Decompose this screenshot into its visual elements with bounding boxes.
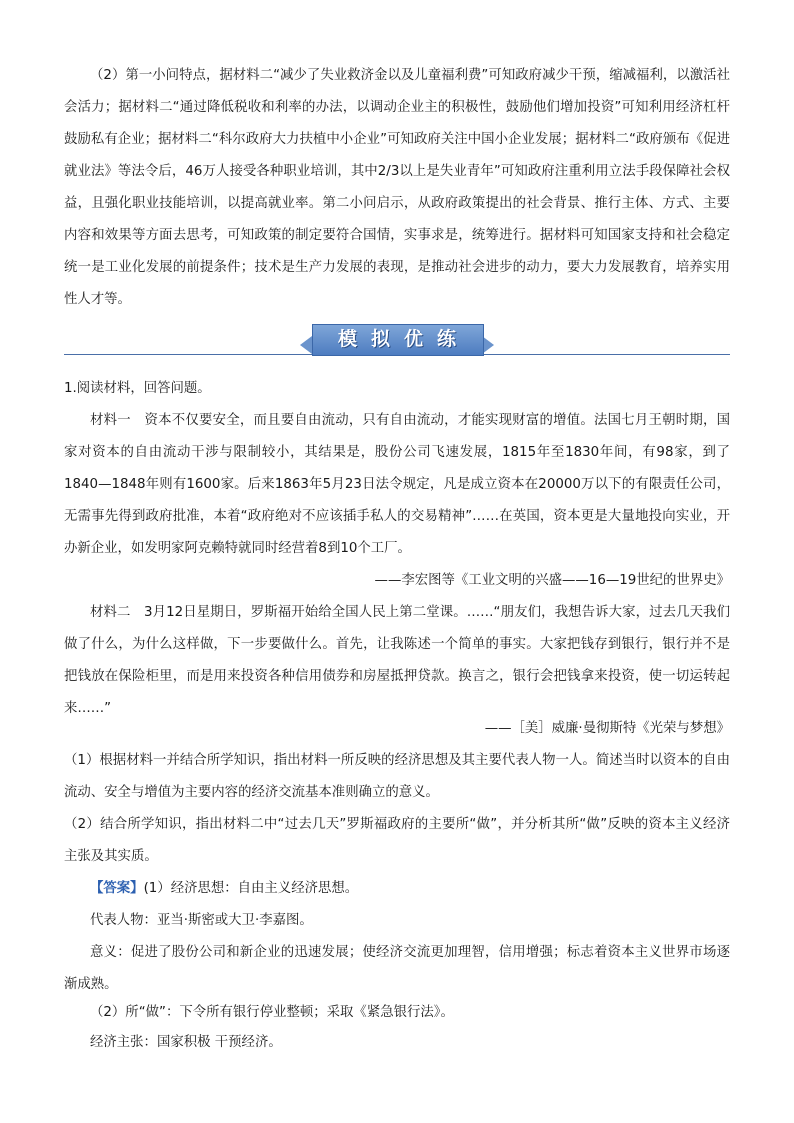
- material-one-source: ——李宏图等《工业文明的兴盛——16—19世纪的世界史》: [374, 573, 730, 588]
- banner-title: 模拟优练: [337, 328, 470, 350]
- answer-economic-view: 经济主张：国家积极 干预经济。: [90, 1035, 282, 1050]
- previous-answer-paragraph: （2）第一小问特点，据材料二“减少了失业救济金以及儿童福利费”可知政府减少干预，缩减福利，以激活社会活力；据材料二“通过降低税收和利率的办法，以调动企业主的积极性，鼓励他们增加投资”可知利用经济杠杆鼓励私有企业；据材料二“科尔政府大力扶植中小企业”可知政府关注中国小企业发展；据材料二“政府颁布《促进就业法》等法令后，46万人接受各种职业培训，其中2/3以上是失业青年”可知政府注重利用立法手段保障社会权益，且强化职业技能培训，以提高就业率。第二小问启示，从政府政策提出的社会背景、推行主体、方式、主要内容和效果等方面去思考，可知政策的制定要符合国情，实事求是，统筹进行。据材料可知国家支持和社会稳定统一是工业化发展的前提条件；技术是生产力发展的表现，是推动社会进步的动力，要大力发展教育，培养实用性人才等。: [64, 68, 730, 307]
- banner-left-ribbon-icon: [300, 336, 312, 354]
- answer-significance: 意义：促进了股份公司和新企业的迅速发展；使经济交流更加理智，信用增强；标志着资本主义世界市场逐渐成熟。: [64, 945, 730, 992]
- question-part-one: （1）根据材料一并结合所学知识，指出材料一所反映的经济思想及其主要代表人物一人。简述当时以资本的自由流动、安全与增值为主要内容的经济交流基本准则确立的意义。: [64, 753, 730, 800]
- answer-actions: （2）所“做”：下令所有银行停业整顿；采取《紧急银行法》。: [90, 1005, 454, 1020]
- banner-badge: [300, 324, 494, 358]
- answer-economic-thought: (1）经济思想：自由主义经济思想。: [143, 881, 359, 896]
- material-two-source: ——［美］威廉·曼彻斯特《光荣与梦想》: [484, 721, 730, 736]
- material-one: 材料一 资本不仅要安全，而且要自由流动，只有自由流动，才能实现财富的增值。法国七月王朝时期，国家对资本的自由流动干涉与限制较小，其结果是，股份公司飞速发展，1815年至1830年间，有98家，到了1840—1848年则有1600家。后来1863年5月23日法令规定，凡是成立资本在20000万以下的有限责任公司，无需事先得到政府批准，本着“政府绝对不应该插手私人的交易精神”……在英国，资本更是大量地投向实业，开办新企业，如发明家阿克赖特就同时经营着8到10个工厂。: [64, 413, 730, 556]
- question-stem: 1.阅读材料，回答问题。: [64, 381, 211, 396]
- answer-line-thought: [64, 873, 730, 905]
- section-banner: [64, 318, 730, 362]
- material-two: 材料二 3月12日星期日，罗斯福开始给全国人民上第二堂课。……“朋友们，我想告诉大家，过去几天我们做了什么，为什么这样做，下一步要做什么。首先，让我陈述一个简单的事实。大家把钱存到银行，银行并不是把钱放在保险柜里，而是用来投资各种信用债券和房屋抵押贷款。换言之，银行会把钱拿来投资，使一切运转起来……”: [64, 605, 730, 716]
- answer-label: 【答案】: [90, 881, 144, 896]
- question-part-two: （2）结合所学知识，指出材料二中“过去几天”罗斯福政府的主要所“做”，并分析其所“做”反映的资本主义经济主张及其实质。: [64, 817, 730, 864]
- answer-representatives: 代表人物：亚当·斯密或大卫·李嘉图。: [90, 913, 313, 928]
